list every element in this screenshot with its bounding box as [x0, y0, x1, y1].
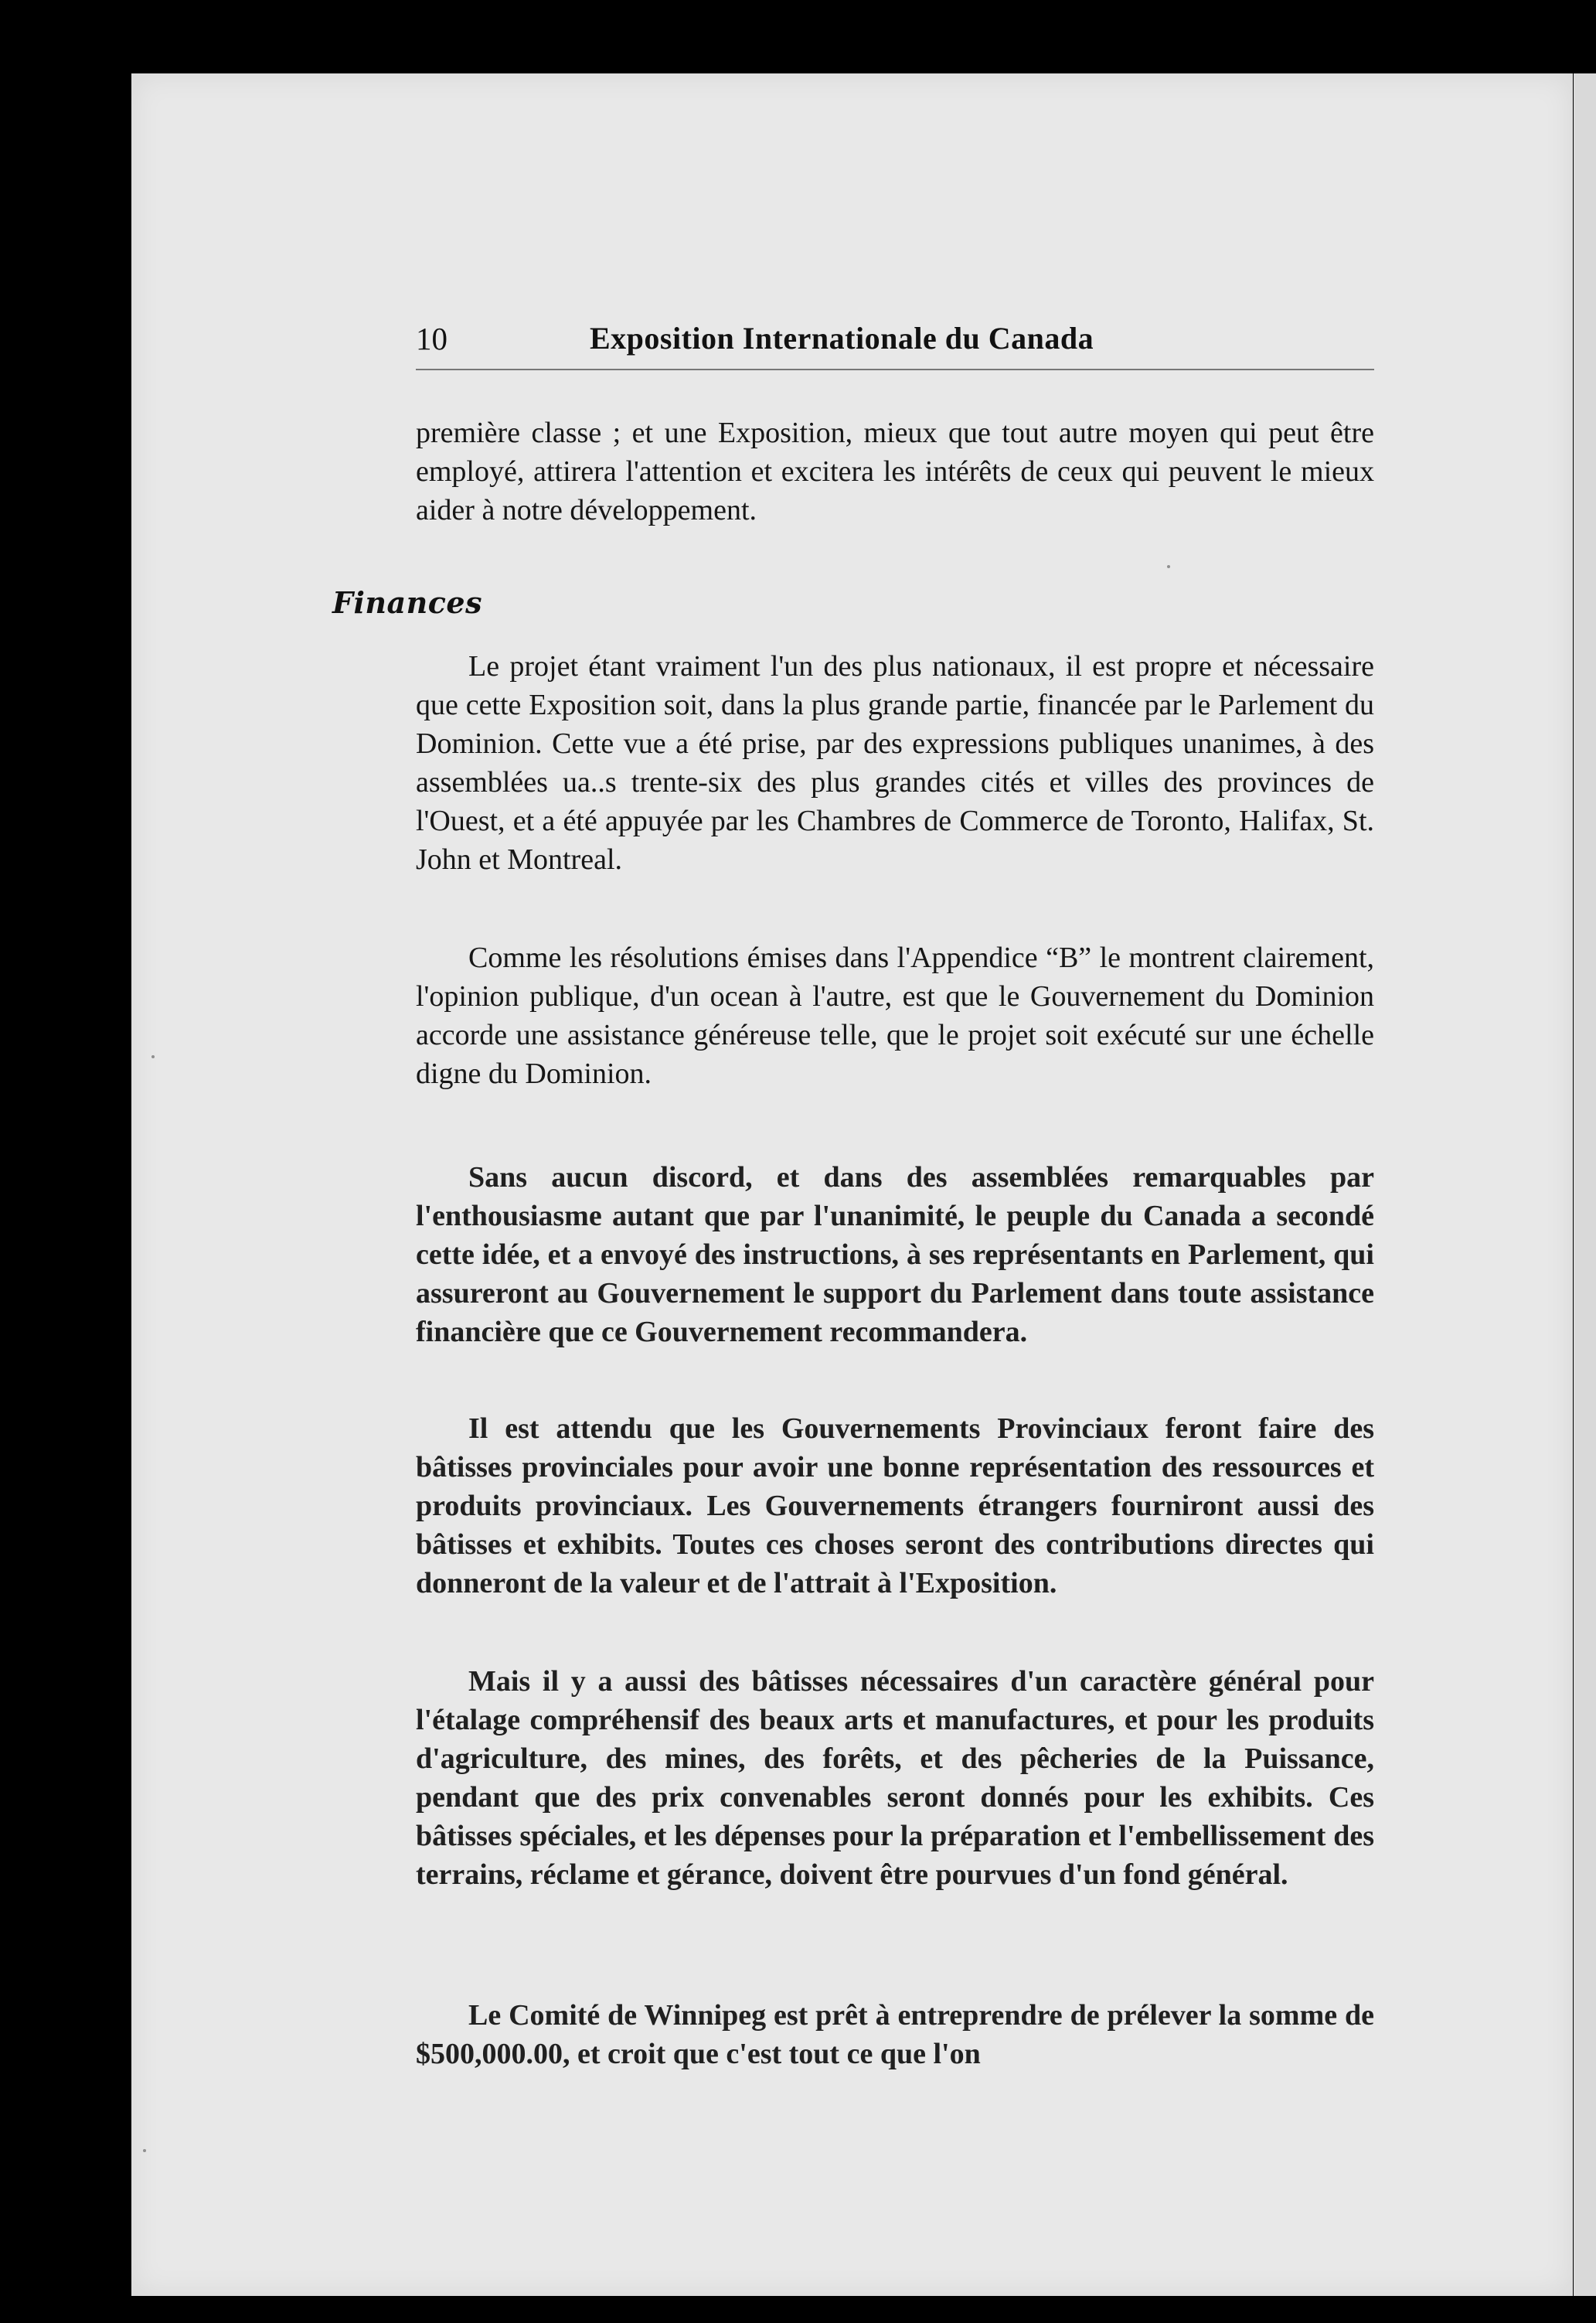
opening-paragraph: première classe ; et une Exposition, mieux que tout autre moyen qui peut être employé, attirera l'attention et excitera les intérêts de ceux qui peuvent le mieux aider à notre développement.: [416, 417, 1374, 526]
paper-speck: [151, 1055, 155, 1058]
paragraph-6: Le Comité de Winnipeg est prêt à entreprendre de prélever la somme de $500,000.00, et croit que c'est tout ce que l'on: [416, 1999, 1374, 2070]
paragraph-2: Comme les résolutions émises dans l'Appendice “B” le montrent clairement, l'opinion publique, d'un ocean à l'autre, est que le Gouvernement du Dominion accorde une assistance généreuse telle, que le projet soit exécuté sur une échelle digne du Dominion.: [416, 942, 1374, 1090]
page-edge-strip: [1574, 73, 1596, 2296]
page-header: [416, 320, 1374, 366]
page-number: 10: [416, 321, 447, 356]
paragraph-5: Mais il y a aussi des bâtisses nécessaires d'un caractère général pour l'étalage compréhensif des beaux arts et manufactures, et pour les produits d'agriculture, des mines, des forêts, et des pêcheries de la Puissance, pendant que des prix convenables seront donnés pour les exhibits. Ces bâtisses spéciales, et les dépenses pour la préparation et l'embellissement des terrains, réclame et gérance, doivent être pourvues d'un fond général.: [416, 1665, 1374, 1891]
paragraph-4: Il est attendu que les Gouvernements Provinciaux feront faire des bâtisses provinciales pour avoir une bonne représentation des ressources et produits provinciaux. Les Gouvernements étrangers fourniront aussi des bâtisses et exhibits. Toutes ces choses seront des contributions directes qui donneront de la valeur et de l'attrait à l'Exposition.: [416, 1412, 1374, 1599]
header-rule: [416, 369, 1374, 370]
paper-speck: [143, 2149, 146, 2152]
section-heading-finances: Finances: [332, 585, 482, 620]
paragraph-3: Sans aucun discord, et dans des assemblées remarquables par l'enthousiasme autant que par l'unanimité, le peuple du Canada a secondé cette idée, et a envoyé des instructions, à ses représentants en Parlement, qui assureront au Gouvernement le support du Parlement dans toute assistance financière que ce Gouvernement recommandera.: [416, 1161, 1374, 1348]
paragraph-1: Le projet étant vraiment l'un des plus nationaux, il est propre et nécessaire que cette Exposition soit, dans la plus grande partie, financée par le Parlement du Dominion. Cette vue a été prise, par des expressions publiques unanimes, à des assemblées ua..s trente-six des plus grandes cités et villes des provinces de l'Ouest, et a été appuyée par les Chambres de Commerce de Toronto, Halifax, St. John et Montreal.: [416, 650, 1374, 876]
running-title: Exposition Internationale du Canada: [590, 321, 1094, 356]
paper-speck: [1167, 565, 1170, 568]
